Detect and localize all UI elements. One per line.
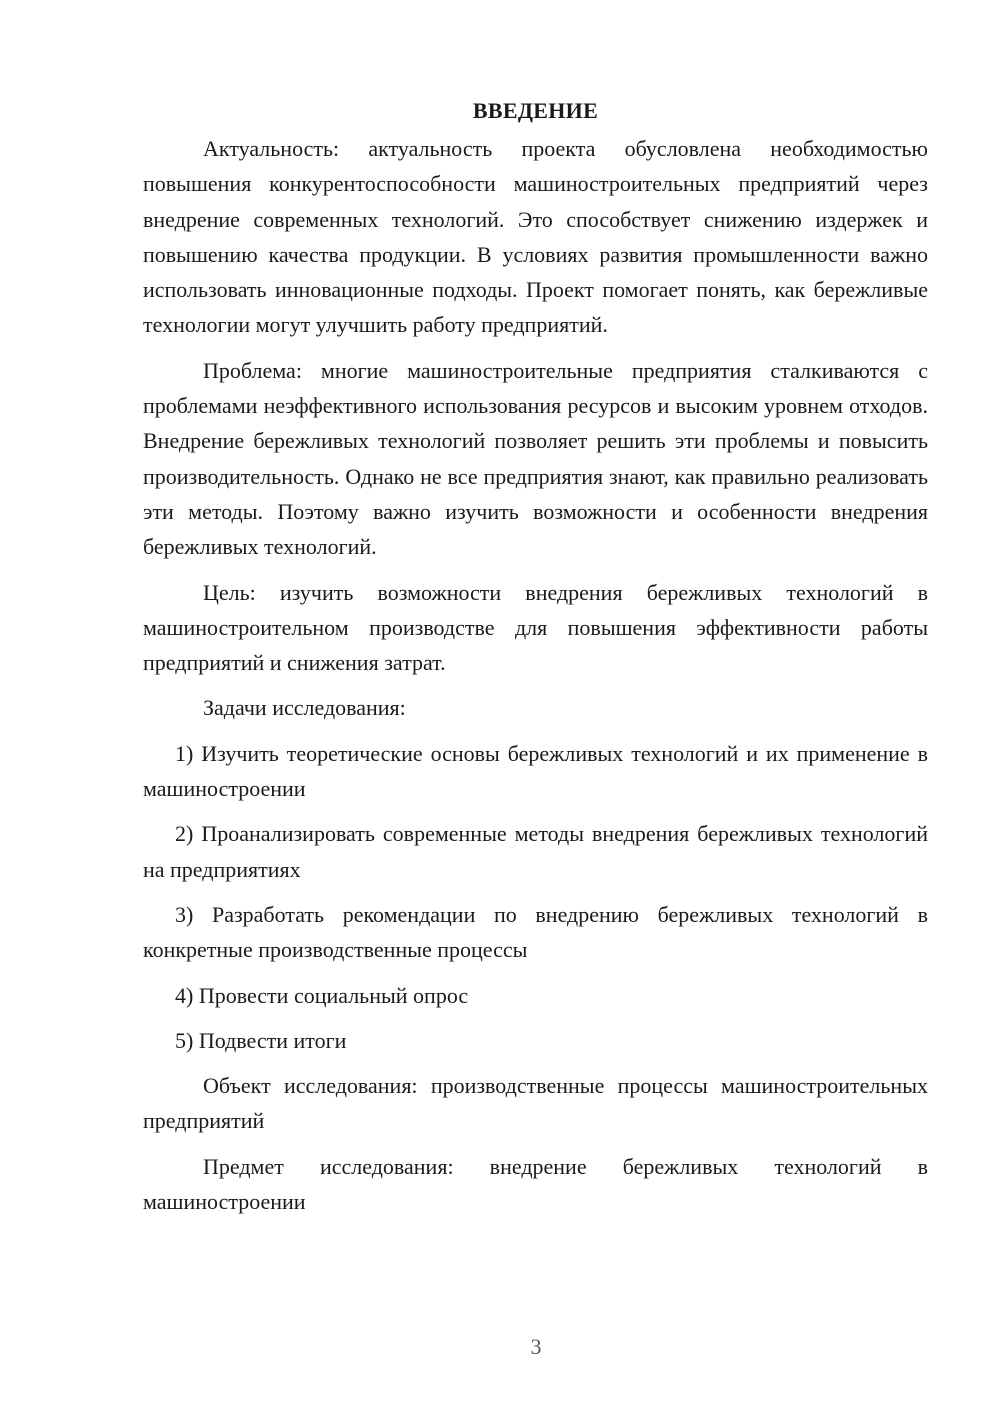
task-item-3: 3) Разработать рекомендации по внедрению бережливых технологий в конкретные производственные процессы [143,901,928,963]
task-item-1: 1) Изучить теоретические основы бережливых технологий и их применение в машиностроении [143,740,928,802]
tasks-heading: Задачи исследования: [203,695,406,721]
object-paragraph: Объект исследования: производственные процессы машиностроительных предприятий [143,1073,928,1134]
task-item-4: 4) Провести социальный опрос [175,982,469,1008]
subject-paragraph: Предмет исследования: внедрение бережливых технологий в машиностроении [143,1153,928,1215]
task-item-5: 5) Подвести итоги [175,1027,347,1053]
problem-paragraph: Проблема: многие машиностроительные предприятия сталкиваются с проблемами неэффективного использования ресурсов и высоким уровнем отходов. Внедрение бережливых технологий позволяет решить эти проблемы и повысить производительность. Однако не все предприятия знают, как правильно реализовать эти методы. Поэтому важно изучить возможности и особенности внедрения бережливых технологий. [143,357,928,560]
page-number: 3 [530,1334,542,1359]
relevance-paragraph: Актуальность: актуальность проекта обусловлена необходимостью повышения конкурентоспособности машиностроительных предприятий через внедрение современных технологий. Это способствует снижению издержек и повышению качества продукции. В условиях развития промышленности важно использовать инновационные подходы. Проект помогает понять, как бережливые технологии могут улучшить работу предприятий. [143,136,928,338]
document-page [143,95,928,1229]
section-title: ВВЕДЕНИЕ [472,98,599,123]
task-item-2: 2) Проанализировать современные методы внедрения бережливых технологий на предприятиях [143,821,928,882]
goal-paragraph: Цель: изучить возможности внедрения бережливых технологий в машиностроительном производстве для повышения эффективности работы предприятий и снижения затрат. [143,579,928,676]
